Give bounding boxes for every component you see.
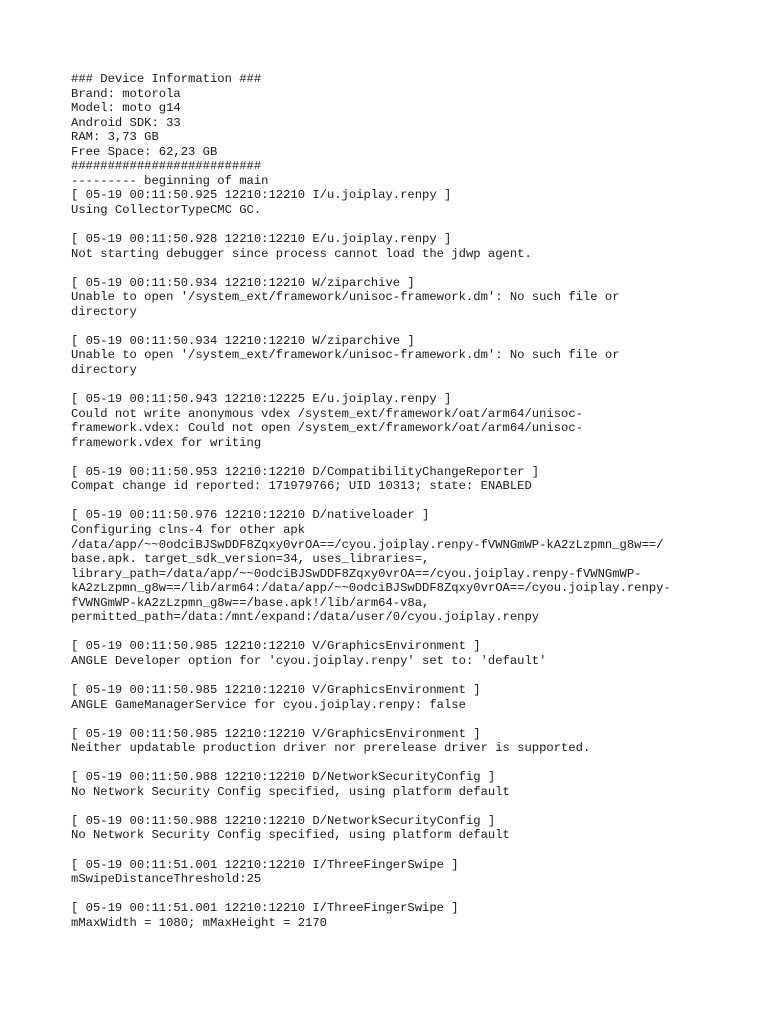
log-entries: [71, 188, 751, 930]
log-entry: [71, 465, 751, 494]
log-entry-header: [ 05-19 00:11:50.934 12210:12210 W/ziparchive ]: [71, 275, 415, 290]
log-entry-message-line: Using CollectorTypeCMC GC.: [71, 202, 262, 217]
device-info-separator: ##########################: [71, 159, 262, 174]
log-entry-message-line: framework.vdex: Could not open /system_ext/framework/oat/arm64/unisoc-: [71, 421, 583, 436]
log-entry-message-line: /data/app/~~0odciBJSwDDF8Zqxy0vrOA==/cyou.joiplay.renpy-fVWNGmWP-kA2zLzpmn_g8w==/: [71, 537, 664, 552]
log-entry-message-line: mMaxWidth = 1080; mMaxHeight = 2170: [71, 915, 327, 930]
log-entry-message-line: Configuring clns-4 for other apk: [71, 522, 306, 537]
log-entry-message-line: fVWNGmWP-kA2zLzpmn_g8w==/base.apk!/lib/arm64-v8a,: [71, 595, 430, 610]
log-entry-header: [ 05-19 00:11:51.001 12210:12210 I/ThreeFingerSwipe ]: [71, 857, 459, 872]
log-entry-header: [ 05-19 00:11:50.976 12210:12210 D/nativeloader ]: [71, 508, 430, 523]
log-entry-header: [ 05-19 00:11:50.925 12210:12210 I/u.joiplay.renpy ]: [71, 188, 452, 203]
log-entry-header: [ 05-19 00:11:50.934 12210:12210 W/ziparchive ]: [71, 333, 415, 348]
log-entry-header: [ 05-19 00:11:50.985 12210:12210 V/GraphicsEnvironment ]: [71, 726, 481, 741]
log-entry-header: [ 05-19 00:11:51.001 12210:12210 I/ThreeFingerSwipe ]: [71, 901, 459, 916]
log-entry-header: [ 05-19 00:11:50.988 12210:12210 D/NetworkSecurityConfig ]: [71, 770, 496, 785]
log-entry: [71, 508, 751, 624]
log-entry-message-line: ANGLE Developer option for 'cyou.joiplay.renpy' set to: 'default': [71, 653, 547, 668]
log-entry: [71, 188, 751, 217]
log-entry-message-line: Compat change id reported: 171979766; UID 10313; state: ENABLED: [71, 479, 532, 494]
device-model: Model: moto g14: [71, 101, 181, 116]
log-entry: [71, 770, 751, 799]
log-entry-message-line: Could not write anonymous vdex /system_ext/framework/oat/arm64/unisoc-: [71, 406, 583, 421]
log-entry-message-line: directory: [71, 304, 137, 319]
device-info-heading: ### Device Information ###: [71, 72, 262, 86]
log-entry-message-line: framework.vdex for writing: [71, 435, 262, 450]
log-entry-header: [ 05-19 00:11:50.928 12210:12210 E/u.joiplay.renpy ]: [71, 232, 452, 247]
log-entry: [71, 858, 751, 887]
log-entry-message-line: Neither updatable production driver nor prerelease driver is supported.: [71, 741, 591, 756]
device-android-sdk: Android SDK: 33: [71, 115, 181, 130]
log-entry-header: [ 05-19 00:11:50.943 12210:12225 E/u.joiplay.renpy ]: [71, 392, 452, 407]
log-entry: [71, 639, 751, 668]
log-entry: [71, 727, 751, 756]
log-entry-message-line: Not starting debugger since process cannot load the jdwp agent.: [71, 246, 532, 261]
log-entry: [71, 232, 751, 261]
device-brand: Brand: motorola: [71, 86, 181, 101]
log-entry-message-line: Unable to open '/system_ext/framework/unisoc-framework.dm': No such file or: [71, 348, 620, 363]
log-entry-message-line: base.apk. target_sdk_version=34, uses_libraries=,: [71, 552, 430, 567]
log-entry-header: [ 05-19 00:11:50.985 12210:12210 V/GraphicsEnvironment ]: [71, 682, 481, 697]
log-entry-message-line: permitted_path=/data:/mnt/expand:/data/user/0/cyou.joiplay.renpy: [71, 610, 540, 625]
log-entry-message-line: ANGLE GameManagerService for cyou.joiplay.renpy: false: [71, 697, 466, 712]
log-entry-header: [ 05-19 00:11:50.988 12210:12210 D/NetworkSecurityConfig ]: [71, 813, 496, 828]
log-entry: [71, 901, 751, 930]
log-entry-header: [ 05-19 00:11:50.953 12210:12210 D/CompatibilityChangeReporter ]: [71, 464, 540, 479]
device-ram: RAM: 3,73 GB: [71, 130, 159, 145]
log-entry: [71, 683, 751, 712]
log-entry-message-line: No Network Security Config specified, using platform default: [71, 784, 510, 799]
device-free-space: Free Space: 62,23 GB: [71, 144, 218, 159]
log-entry: [71, 392, 751, 450]
log-document: [71, 72, 751, 945]
log-entry-header: [ 05-19 00:11:50.985 12210:12210 V/GraphicsEnvironment ]: [71, 639, 481, 654]
log-entry: [71, 814, 751, 843]
log-entry-message-line: library_path=/data/app/~~0odciBJSwDDF8Zqxy0vrOA==/cyou.joiplay.renpy-fVWNGmWP-: [71, 566, 642, 581]
log-entry: [71, 276, 751, 320]
log-beginning-marker: --------- beginning of main: [71, 173, 269, 188]
log-entry-message-line: No Network Security Config specified, using platform default: [71, 828, 510, 843]
log-entry: [71, 334, 751, 378]
log-entry-message-line: Unable to open '/system_ext/framework/unisoc-framework.dm': No such file or: [71, 290, 620, 305]
log-entry-message-line: mSwipeDistanceThreshold:25: [71, 872, 262, 887]
device-info-block: [71, 72, 751, 188]
log-entry-message-line: directory: [71, 362, 137, 377]
log-entry-message-line: kA2zLzpmn_g8w==/lib/arm64:/data/app/~~0odciBJSwDDF8Zqxy0vrOA==/cyou.joiplay.renpy-: [71, 581, 671, 596]
